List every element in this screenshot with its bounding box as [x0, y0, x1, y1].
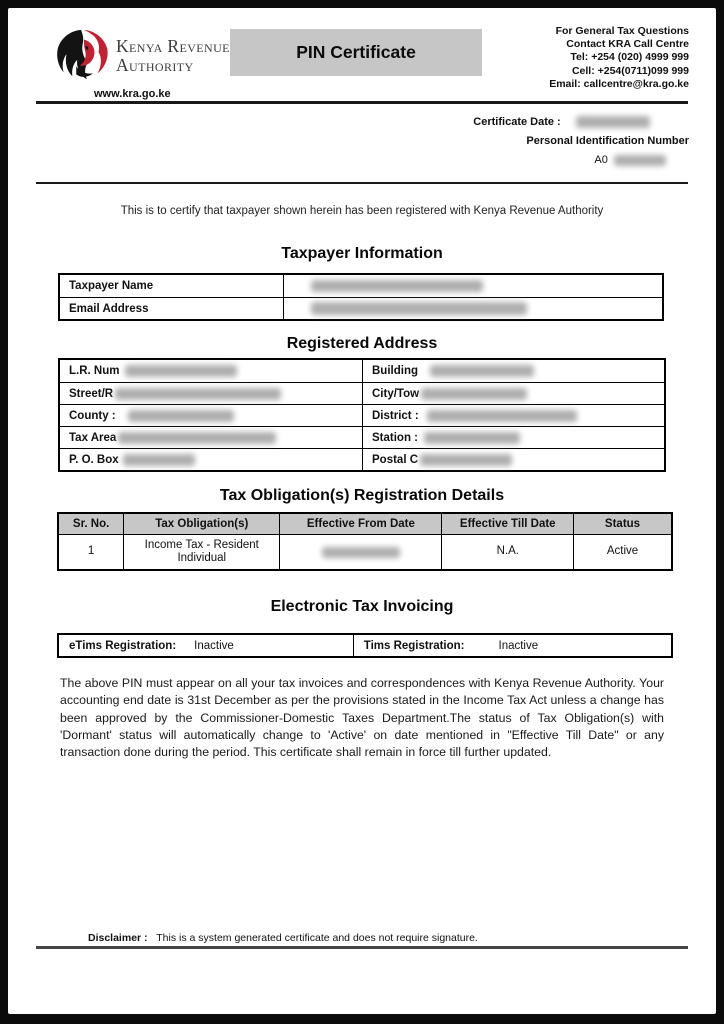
contact-line: Cell: +254(0711)099 999	[571, 64, 689, 77]
contact-line: For General Tax Questions	[555, 25, 689, 37]
electronic-tax-invoicing-heading: Electronic Tax Invoicing	[270, 598, 454, 615]
county-label: County :	[69, 409, 116, 422]
district-label: District :	[372, 409, 419, 422]
etims-registration-value: Inactive	[194, 639, 234, 652]
etims-registration-label: eTims Registration:	[69, 639, 177, 652]
street-road-label: Street/R	[69, 387, 114, 400]
certify-statement: This is to certify that taxpayer shown herein has been registered with Kenya Revenue Authority	[120, 205, 604, 217]
redacted-tax-area	[118, 432, 276, 444]
table-header-row	[59, 514, 671, 535]
table-row	[60, 297, 662, 319]
station-label: Station :	[372, 431, 418, 444]
redacted-city-town	[421, 388, 527, 400]
table-row	[59, 635, 671, 656]
redacted-postal-code	[420, 454, 512, 466]
certificate-page	[8, 8, 716, 1014]
effective-from-value	[279, 535, 441, 569]
pin-label: Personal Identification Number	[526, 135, 689, 147]
contact-line: Email: callcentre@kra.go.ke	[549, 77, 689, 90]
section-divider	[36, 182, 688, 184]
redacted-lr-number	[125, 365, 237, 377]
logo-line2: Authority	[116, 55, 194, 75]
taxpayer-info-heading: Taxpayer Information	[281, 245, 443, 262]
kra-logo-wordmark	[116, 37, 230, 75]
table-row	[60, 426, 664, 448]
table-row	[60, 382, 664, 404]
redacted-effective-from-date	[322, 547, 400, 558]
registered-address-table	[58, 358, 666, 472]
logo-line1: Kenya Revenue	[116, 36, 230, 56]
col-status: Status	[573, 514, 671, 534]
tims-registration-value: Inactive	[498, 639, 539, 652]
pin-usage-notice: The above PIN must appear on all your tax invoices and correspondences with Kenya Revenue Authority. Your accounting end date is 31st December as per the provisions stated in the Income Tax Act unless a change has been approved by the Commissioner-Domestic Taxes Department.The status of Tax Obligation(s) with 'Dormant' status will automatically change to 'Active' on date mentioned in "Effective Till Date" or any transaction done during the period. This certificate shall remain in force till further updated.	[60, 676, 664, 760]
pin-value-line	[594, 154, 666, 166]
col-effective-till: Effective Till Date	[441, 514, 573, 534]
redacted-building	[430, 365, 534, 377]
tims-registration-label: Tims Registration:	[363, 639, 465, 652]
table-row	[60, 404, 664, 426]
tax-area-label: Tax Area	[69, 431, 117, 444]
table-row	[60, 448, 664, 470]
disclaimer-label: Disclaimer :	[88, 932, 148, 944]
redacted-county	[128, 410, 234, 422]
electronic-tax-invoicing-table	[57, 633, 673, 658]
contact-line: Contact KRA Call Centre	[566, 38, 689, 51]
table-row	[60, 360, 664, 382]
taxpayer-info-table	[58, 273, 664, 321]
taxpayer-name-label: Taxpayer Name	[69, 280, 154, 292]
email-address-value	[283, 298, 662, 319]
col-sr-no: Sr. No.	[72, 518, 110, 530]
redacted-taxpayer-name	[311, 280, 483, 292]
building-label: Building	[372, 365, 418, 377]
email-address-label: Email Address	[69, 302, 149, 315]
kra-website-url: www.kra.go.ke	[94, 88, 171, 100]
redacted-po-box	[123, 454, 195, 466]
tax-obligations-table	[57, 512, 673, 571]
lr-number-label: L.R. Num	[69, 365, 120, 377]
taxpayer-name-value	[283, 275, 662, 297]
sr-no-value: 1	[87, 545, 95, 558]
table-row	[59, 535, 671, 569]
certificate-date-label: Certificate Date :	[473, 116, 561, 128]
effective-till-value: N.A.	[441, 535, 573, 569]
obligation-value: Income Tax - Resident Individual	[123, 535, 279, 569]
tax-obligations-heading: Tax Obligation(s) Registration Details	[219, 487, 505, 504]
header-divider	[36, 101, 688, 104]
disclaimer-line	[88, 932, 478, 944]
col-effective-from: Effective From Date	[279, 514, 441, 534]
pin-prefix: A0	[594, 154, 608, 166]
col-tax-obligation: Tax Obligation(s)	[123, 514, 279, 534]
certificate-date-line	[473, 116, 650, 128]
contact-block	[549, 25, 689, 91]
po-box-label: P. O. Box	[69, 453, 119, 466]
table-row	[60, 275, 662, 297]
footer-divider	[36, 946, 688, 949]
kra-lion-logo-icon	[53, 28, 113, 86]
document-title: PIN Certificate	[230, 29, 482, 76]
city-town-label: City/Tow	[372, 387, 420, 400]
redacted-pin-number	[614, 155, 666, 166]
redacted-district	[427, 410, 577, 422]
status-value: Active	[573, 535, 671, 569]
redacted-station	[424, 432, 520, 444]
postal-code-label: Postal C	[372, 453, 419, 466]
redacted-certificate-date	[576, 116, 650, 128]
redacted-email-address	[311, 302, 527, 315]
redacted-street-road	[115, 388, 281, 400]
disclaimer-text: This is a system generated certificate and does not require signature.	[156, 932, 478, 944]
registered-address-heading: Registered Address	[286, 335, 438, 352]
contact-line: Tel: +254 (020) 4999 999	[570, 51, 689, 64]
